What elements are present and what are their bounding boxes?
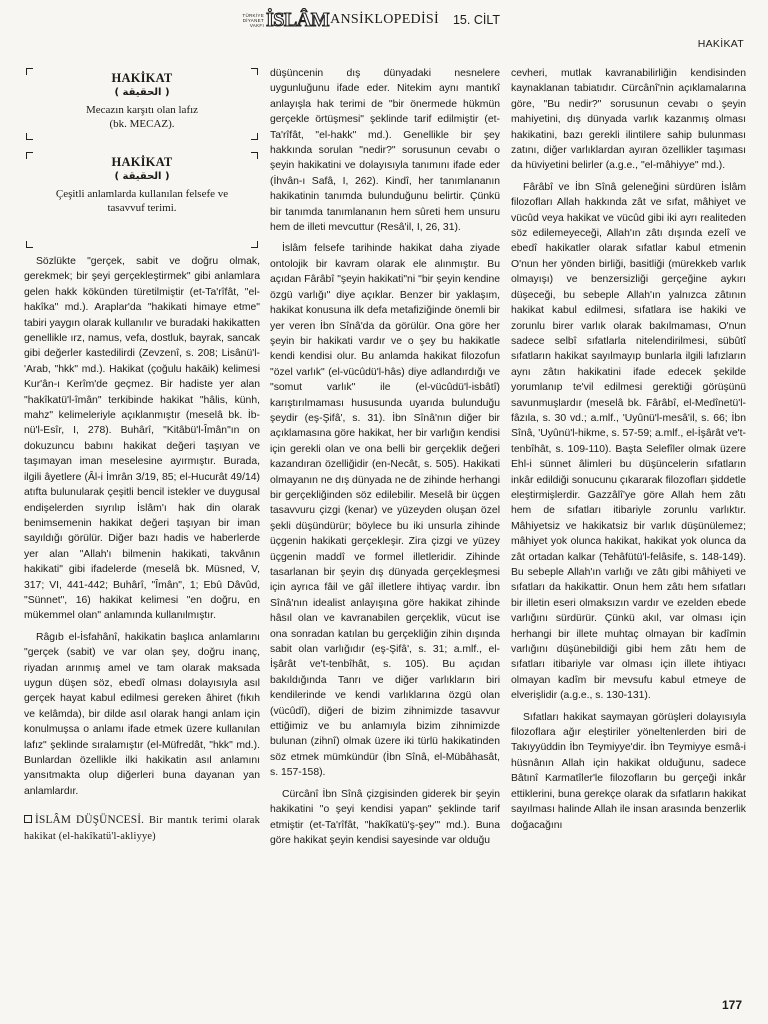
paragraph: İslâm felsefe tarihinde hakikat daha ziyade ontolojik bir kavram olarak ele alınmıştır. Bu açıdan Fârâbî "şeyin hakikati"ni "bir şeyin kendine özgü varlığı" diye açıklar. Benzer bir yaklaşım, hakikat konusuna ilk defa metafiziğinde önemli bir yer veren İbn Sînâ'da da görülür. Ona göre her şeyin bir hakikati vardır ve o şey bu hakikatle kendi kendisi olur. Bu anlamda hakikat filozofun "özel varlık" (el-vücûdü'l-hâs) diye adlandırdığı ve "somut varlık" ile (el-vücûdü'l-isbâtî) karıştırılmaması hususunda uyarıda bulunduğu şeydir (eş-Şifâ', s. 31). İbn Sînâ'nın diğer bir açıklamasına göre hakikat, her bir varlığın kendisi için gerekli olan ve ona belli bir gerçeklik değeri kazandıran özelliğidir (en-Necât, s. 505). Hakikati olmayanın ne dış dünyada ne de zihinde herhangi bir gerçekliğinden söz edilebilir. Meselâ bir üçgen tasavvuru çizgi (kenar) ve yüzeyden oluşan özel şekli düşündürür; böylece bu iki unsurla zihinde üçgenin hakikati gerçekleşir. Zira çizgi ve yüzey üçgenin maddî ve formel illetleridir. Zihinde tasarlanan bir şeyin dış dünyada gerçekleşmesi için ayrıca fâil ve gâî illetlere ihtiyaç vardır. İbn Sînâ'nın idealist anlayışına göre hakikat zihinde hâsıl olan ve kavranabilen gerçeklik, vücut ise ona sonradan katılan bu gerçekliğin zihin dışında sabit olan varlığıdır (eş-Şifâ', s. 31; a.mlf., el-İşârât ve't-tenbîhât, s. 105). Bu açıdan bakıldığında Tanrı ve diğer varlıkların biri kendilerinde ve kendi varlıklarına özgü olan (vücûdî), diğeri de bizim zihnimizde tasavvur ettiğimiz ve bu anlamıyla bizim zihnimizde bulunan (zihnî) olmak üzere iki türlü hakikatinden söz etmek mümkündür (İbn Sînâ, el-Mübâhasât, s. 157-158). [270, 243, 500, 779]
section-heading [24, 813, 260, 844]
paragraph: Sıfatları hakikat saymayan görüşleri dolayısıyla filozoflara ağır eleştiriler yöneltenlerden biri de Takıyyüddin İbn Teymiyye'dir. İbn Teymiyye esmâ-i hüsnânın Allah için hakikat olduğunu, sadece Bâtınî Karmatîler'le filozofların bu gerçeği inkâr ettiklerini, buna gerekçe olarak da sıfatların hakikat sayılması halinde Allah ile insan arasında benzerlik doğacağını [511, 711, 746, 831]
paragraph: cevheri, mutlak kavranabilirliğin kendisinden kaynaklanan tabiatıdır. Cürcânî'nin açıklamalarına göre, "Bu nedir?" sorusunun cevabı o şeyin mahiyetini, dış dünyada varlık kazanmış olması hakikatini, bazı gerekli ilintilere sahip bulunması zatını, diğer varlıklardan ayıran özellikler taşıması da hüviyetini belirler (a.g.e., "el-mâhiyye" md.). [511, 68, 746, 172]
corner-mark [26, 152, 33, 159]
corner-mark [26, 133, 33, 140]
entry-arabic: ( الحقيقة ) [114, 171, 170, 183]
paragraph: Cürcânî İbn Sînâ çizgisinden giderek bir şeyin hakikatini "o şeyi kendisi yapan" şeklinde tarif etmiştir (et-Ta'rîfât, "hakîkatü'ş-şey'" md.). Buna göre hakikat şeyin kendisi sayesinde var olduğu [270, 788, 500, 846]
publisher-line-1: TÜRKİYE [242, 12, 264, 18]
cross-reference[interactable]: (bk. MECAZ). [109, 118, 175, 131]
corner-mark [26, 68, 33, 75]
corner-mark [251, 241, 258, 248]
column-3 [511, 66, 746, 833]
square-bullet-icon [24, 815, 32, 823]
entry-box [24, 150, 260, 250]
entry-title: HAKİKAT [111, 71, 173, 85]
paragraph: Sözlükte "gerçek, sabit ve doğru olmak, gerekmek; bir şeyi gerçekleştirmek" gibi anlamlara gelen hakk kökünden türetilmiştir (et-Ta'rîfât, "el-hakîka" md.). Araplar'da "hakikati himaye etme" tabiri yaygın olarak kullanılır ve buradaki hakikatten genellikle ırz, namus, vefa, dostluk, bayrak, sancak gibi değerler kastedilirdi (Zevzenî, s. 208; Lisânü'l-'Arab, "hkk" md.). Hakikat (çoğulu hakāik) kelimesi Kur'ân-ı Kerîm'de geçmez. Bir hadiste yer alan "hakîkatü'l-îmân" terkibinde hakikat "hâlis, künh, mahz" kelimeleriyle açıklanmıştır (meselâ bk. İb-nü'l-Esîr, I, 278). Buhârî, "Kitâbü'l-Îmân"ın on dokuzuncu babını hakikat değeri taşıyan ve taşımayan iman meselesine ayırmıştır. Burada, ilgili âyetlere (Âl-i İmrân 3/19, 85; el-Hucurât 49/14) atıfta bulunularak çeşitli bencil istekler ve duygusal endişelerden sıyrılıp İslâm'ı hak din olarak benimsemenin hakikat değeri taşıyan bir iman sayıldığı görülür. Diğer bazı hadis ve haberlerde yer alan "Allah'ı bilmenin hakikati, takvânın hakikati" gibi ifadelerde (meselâ bk. Müsned, V, 317; VI, 441-442; Buhârî, "Îmân", 1; Ebû Dâvûd, "Sünnet", 16) hakikat kelimesi "en doğru, en mükemmel olan" anlamında kullanılmıştır. [24, 256, 260, 622]
corner-mark [251, 133, 258, 140]
paragraph: Râgıb el-İsfahânî, hakikatin başlıca anlamlarını "gerçek (sabit) ve var olan şey, doğru inanç, riyadan arınmış amel ve tam olarak maksada uygun düşen söz, ebedî olması dolayısıyla asıl gerçek hayat kabul edilmesi gereken âhiret (fıkıh ve kelâmda), bir dilde asıl olarak hangi anlam için konulmuşsa o anlamı ifade etmek üzere kullanılan lafız" şeklinde sıralamıştır (el-Müfredât, "hkk" md.). Bunlardan özellikle ilki hakikatin asıl anlamını yansıtmakta olup diğerleri buna dayanan yan anlamlardır. [24, 631, 260, 797]
running-head: HAKİKAT [697, 38, 744, 50]
page-number: 177 [721, 998, 742, 1012]
volume-label: 15. CİLT [452, 13, 500, 27]
corner-mark [26, 241, 33, 248]
logo-word: İSLÂM [266, 9, 330, 31]
section-intro: Bir mantık terimi olarak hakikat (el-hakîkatü'l-akliyye) [24, 815, 260, 842]
column-1 [24, 66, 260, 844]
corner-mark [251, 68, 258, 75]
entry-arabic: ( الحقيقة ) [114, 87, 170, 99]
entry-title: HAKİKAT [111, 155, 173, 169]
encyclopedia-logo [228, 9, 548, 31]
entry-box [24, 66, 260, 142]
publisher-line-2: DİYANET [242, 17, 264, 23]
column-2 [270, 66, 500, 848]
logo-title: ANSİKLOPEDİSİ [330, 12, 439, 27]
publisher-line-3: VAKFI [249, 22, 264, 28]
section-title: İSLÂM DÜŞÜNCESİ. [35, 814, 145, 827]
entry-description: Mecazın karşıtı olan lafız [85, 104, 199, 117]
publisher-mark [228, 13, 266, 28]
corner-mark [251, 152, 258, 159]
paragraph: Fârâbî ve İbn Sînâ geleneğini sürdüren İslâm filozofları Allah hakkında zât ve sıfat, mâhiyet ve vücûd veya hakikat ve vücûd gibi iki ayrı realiteden söz edilemeyeceği, Allah'ın zâtı dışında ezelî ve ebedî hakikatler olarak sıfatlar kabul etmenin O'nun her yönden birliği, basitliği (mürekkeb varlık olmayışı) ve benzersizliği gerçeğine aykırı düşeceği, bu sebeple Allah'ın yalnızca zâtının hakikat kabul edilmesi, sıfatlara ise hakiki ve zorunlu birer varlık olarak bakılmaması, O'nun sadece selbî sıfatlarla nitelendirilmesi, sübûtî sıfatların hakikat sayılmayıp bunlarla ilgili lafızların aynı zâtın hakikatini ifade edecek şekilde yorumlanıp te'vil edilmesi gerektiği görüşünü savunmuşlardır (meselâ bk. Fârâbî, el-Medînetü'l-fâzıla, s. 30 vd.; a.mlf., 'Uyûnü'l-mesâ'il, s. 66; İbn Sînâ, 'Uyûnü'l-hikme, s. 57-59; a.mlf., el-İşârât ve't-tenbîhât, s. 109-110). Başta Selefîler olmak üzere Ehl-i sünnet âlimleri bu düşüncelerin sıfatların inkâr edildiği sonucunu çıkararak filozofları şiddetle eleştirmişlerdir. Gazzâlî'ye göre Allah hem zâtı hem de sıfatları itibariyle zorunlu varlıktır. Mâhiyetsiz ve hakikatsiz bir varlık düşünülemez; mâhiyet yok olunca hakikat, hakikat yok olunca da zât ortadan kalkar (Tehâfütü'l-felâsife, s. 148-149). Bu sebeple Allah'ın varlığı ve zâtı gibi mâhiyeti ve sıfatları da hakikattir. Onun hem zâtı hem sıfatları bir illetin eseri olmaksızın vardır ve ezelden ebede varlığını sürdürür. Çünkü akıl, var olması için herhangi bir illete muhtaç olmayan bir kadîmin varlığını düşünebildiği gibi hem zâtı hem de sıfatları itibariyle var olması için illete ihtiyacı olmayan kadîm bir mevsufu kabul etmeye de elverişlidir (a.g.e., s. 130-131). [511, 181, 746, 702]
entry-description: Çeşitli anlamlarda kullanılan felsefe ve tasavvuf terimi. [55, 188, 229, 215]
paragraph: düşüncenin dış dünyadaki nesnelere uygunluğunu ifade eder. Nitekim aynı mantıkî anlayışla hak terimi de "bir önermede hükmün gerçekle örtüşmesi" şeklinde tarif edilmiştir (et-Ta'rîfât, "el-hakk" md.). Genellikle bir şey hakkında sorulan "nedir?" sorusunun cevabı o şeyin hakikatini ve dolayısıyla tanımını ifade eder (İhvân-ı Safâ, I, 262). Kindî, her tanımlananın hakikatinin tanımda bulunduğunu belirtir. Çünkü bir tanımda tanımlananın hem sûreti hem unsuru hem de illeti mevcuttur (Resâ'il, I, 26, 31). [270, 68, 500, 234]
